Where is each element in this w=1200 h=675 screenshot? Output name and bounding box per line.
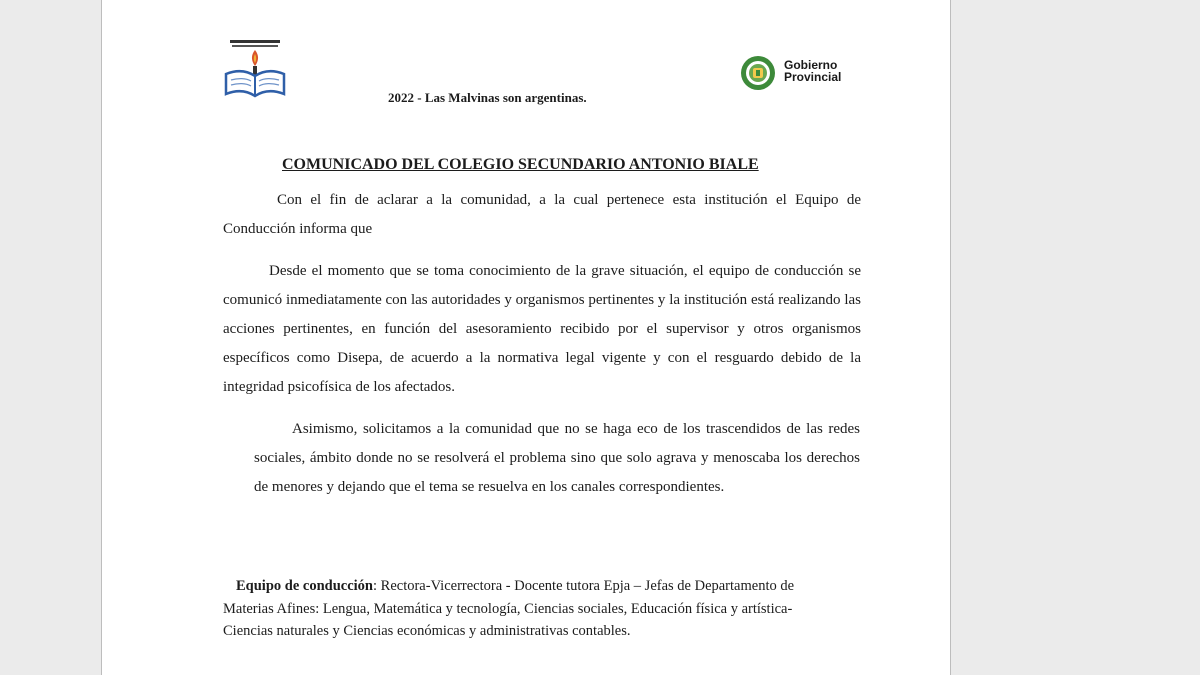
- header-motto: 2022 - Las Malvinas son argentinas.: [388, 90, 587, 105]
- paragraph-request: Asimismo, solicitamos a la comunidad que no se haga eco de los trascendidos de las redes sociales, ámbito donde no se resolverá el problema sino que solo agrava y menoscaba los derechos de menores y dejando que el tema se resuelva en los canales correspondientes.: [254, 421, 860, 495]
- signature-text: : Rectora-Vicerrectora - Docente tutora Epja – Jefas de Departamento de Materias Afines: Lengua, Matemática y tecnología, Ciencias sociales, Educación física y artística- Ciencias naturales y Ciencias económicas y administrativas contables.: [223, 578, 795, 639]
- signature-lead: Equipo de conducción: [236, 578, 373, 594]
- paragraph-actions: Desde el momento que se toma conocimiento de la grave situación, el equipo de conducción se comunicó inmediatamente con las autoridades y organismos pertinentes y la institución está realizando las acciones pertinentes, en función del asesoramiento recibido por el supervisor y otros organismos específicos como Disepa, de acuerdo a la normativa legal vigente y con el resguardo debido de la integridad psicofísica de los afectados.: [223, 263, 861, 395]
- government-logo-line1: Gobierno: [784, 58, 838, 72]
- paragraph-intro: Con el fin de aclarar a la comunidad, a la cual pertenece esta institución el Equipo de Conducción informa que: [223, 192, 861, 237]
- signature-block: [223, 575, 833, 643]
- government-logo: [740, 50, 850, 96]
- provincial-seal-icon: [740, 50, 778, 96]
- document-page: [101, 0, 951, 675]
- document-title: COMUNICADO DEL COLEGIO SECUNDARIO ANTONIO BIALE: [282, 156, 759, 173]
- government-logo-line2: Provincial: [784, 70, 842, 84]
- school-logo-icon: [222, 36, 288, 102]
